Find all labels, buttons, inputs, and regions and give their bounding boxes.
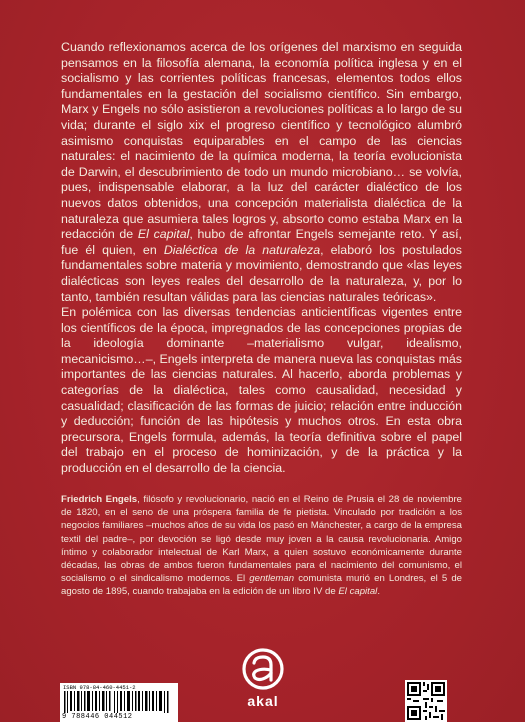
- akal-logo-icon: [235, 646, 291, 692]
- bio-book-title: El capital: [338, 586, 378, 598]
- book-title-dialectica: Dialéctica de la naturaleza: [163, 242, 321, 257]
- author-name: Friedrich Engels: [61, 494, 138, 505]
- bio-emphasis: gentleman: [249, 573, 295, 585]
- publisher-logo: [235, 646, 291, 710]
- synopsis-paragraph-1: [61, 40, 462, 305]
- author-bio: [61, 493, 462, 599]
- qr-code-icon: [405, 680, 447, 722]
- publisher-name: akal: [247, 693, 279, 709]
- isbn-number: 9 788446 044512: [62, 713, 133, 721]
- synopsis-text: , hubo de afrontar Engels semejante reto. Y así, fue él quien, en: [61, 227, 462, 257]
- bio-text: , filósofo y revolucionario, nació en el Reino de Prusia el 28 de noviembre de 1820, en el seno de una próspera familia de fe pietista. Vinculado por tradición a los negocios familiares –muchos años de su vida los pasó en Mánchester, a cargo de la empresa textil del padre–, por devoción se ligó desde muy joven a la causa revolucionaria. Amigo íntimo y colaborador intelectual de Karl Marx, a quien sostuvo económicamente durante décadas, las obras de ambos fueron fundamentales para el nacimiento del comunismo, el socialismo o el sindicalismo modernos. El: [61, 494, 462, 585]
- synopsis-paragraph-2: En polémica con las diversas tendencias anticientíficas vigentes entre los científicos de la época, impregnados de las concepciones propias de la ideología dominante –materialismo vulgar, idealismo, mecanicismo…–, Engels interpreta de manera nueva las conquistas más importantes de las ciencias naturales. Al hacerlo, aborda problemas y categorías de la dialéctica, tales como causalidad, necesidad y casualidad; clasificación de las formas de juicio; relación entre inducción y deducción; función de las hipótesis y muchos otros. En esta obra precursora, Engels formula, además, la teoría definitiva sobre el papel del trabajo en el proceso de hominización, y de la práctica y la producción en el desarrollo de la ciencia.: [61, 305, 462, 476]
- book-title-el-capital: El capital: [137, 227, 190, 242]
- synopsis-text: Cuando reflexionamos acerca de los orígenes del marxismo en seguida pensamos en la filosofía alemana, la economía política inglesa y en el socialismo y las corrientes políticas francesas, elementos todos ellos fundamentales en la gestación del socialismo científico. Sin embargo, Marx y Engels no sólo asistieron a revoluciones políticas a lo largo de su vida; durante el siglo xix el progreso científico y tecnológico alumbró asimismo conquistas equiparables en el campo de las ciencias naturales: el nacimiento de la química moderna, la teoría evolucionista de Darwin, el descubrimiento de todo un mundo microbiano… se volvía, pues, indispensable elaborar, a la luz del carácter dialéctico de los nuevos datos obtenidos, una concepción materialista dialéctica de la naturaleza que asumiera tales logros y, absorto como estaba Marx en la redacción de: [61, 40, 462, 242]
- qr-code: [405, 680, 447, 722]
- isbn-label: ISBN 978-84-460-4451-2: [63, 684, 136, 691]
- bio-text: comunista murió en Londres, el 5 de agosto de 1895, cuando trabajaba en la edición de un libro IV de: [61, 573, 462, 598]
- barcode-icon: [64, 691, 174, 713]
- bio-text: .: [377, 586, 380, 598]
- isbn-barcode: [60, 683, 178, 722]
- synopsis-text: , elaboró los postulados fundamentales sobre materia y movimiento, demostrando que «las leyes dialécticas son leyes reales del desarrollo de la naturaleza, y, por lo tanto, también resultan válidas para las ciencias naturales teóricas».: [61, 242, 462, 304]
- synopsis: [61, 40, 462, 477]
